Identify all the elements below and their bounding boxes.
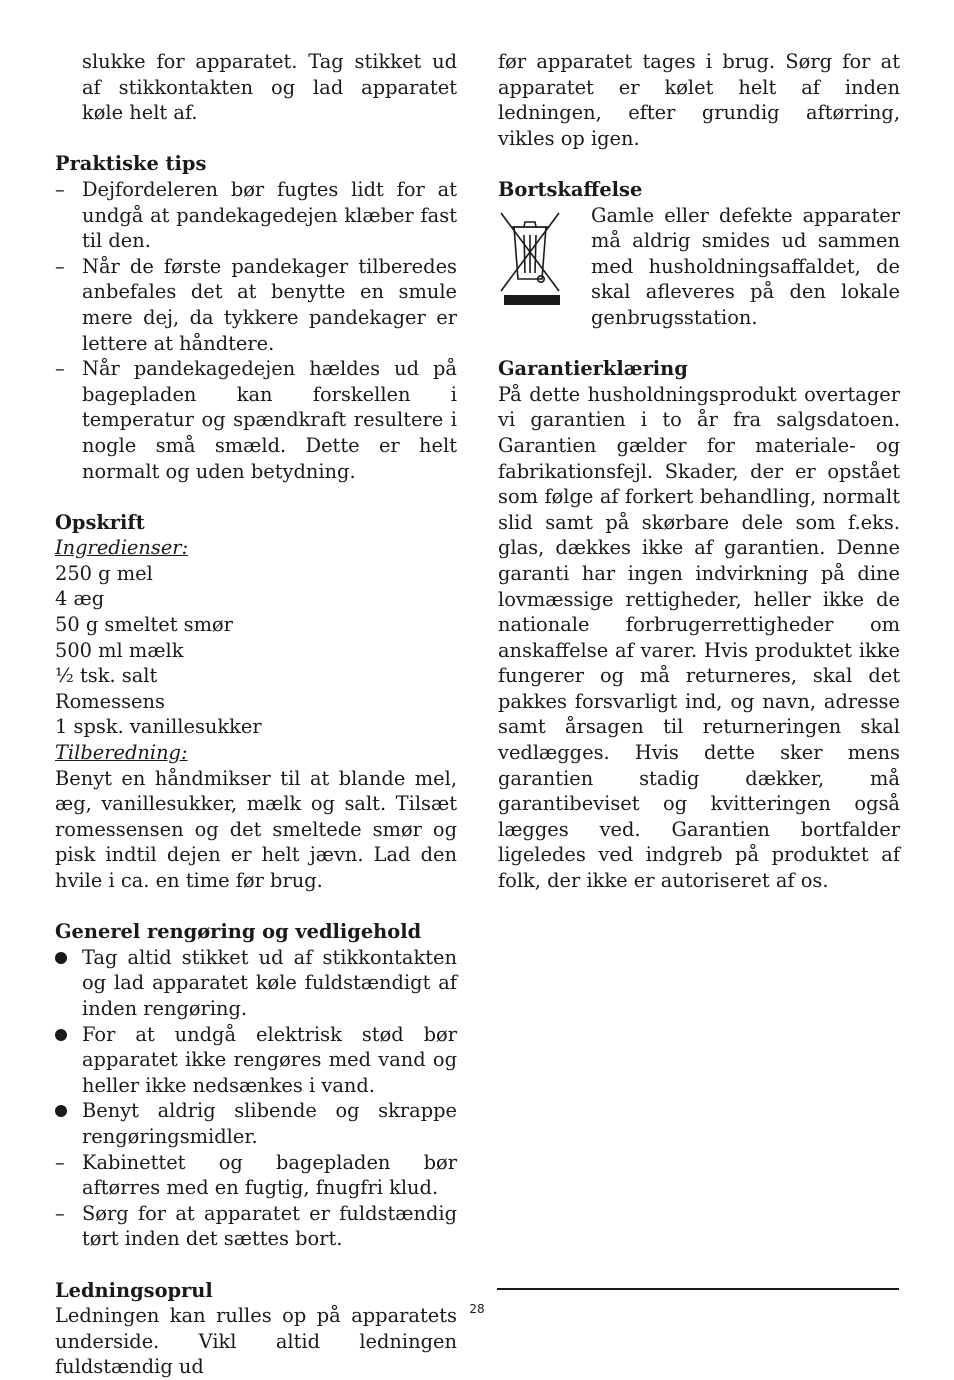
footer-rule <box>497 1288 899 1290</box>
ingredient-item: Romessens <box>55 689 165 713</box>
tip-text: Når de første pandekager tilberedes anbefales det at benytte en smule mere dej, da tykkere pandekager er lettere at håndtere. <box>82 254 457 355</box>
cleaning-text: Sørg for at apparatet er fuldstændig tørt inden det sættes bort. <box>82 1201 457 1251</box>
ingredient-item: 50 g smeltet smør <box>55 613 233 637</box>
ingredient-item: 250 g mel <box>55 561 153 585</box>
cleaning-heading: Generel rengøring og vedligehold <box>55 920 422 944</box>
cleaning-bullet <box>55 945 457 1022</box>
disposal-heading: Bortskaffelse <box>498 177 643 201</box>
ingredient-item: ½ tsk. salt <box>55 664 158 688</box>
cord-continuation: før apparatet tages i brug. Sørg for at apparatet er kølet helt af inden ledningen, efter grundig aftørring, vikles op igen. <box>498 50 900 150</box>
ingredient-item: 500 ml mælk <box>55 638 184 662</box>
tip-item <box>55 177 457 254</box>
bullet-icon <box>55 952 67 964</box>
method-text: Benyt en håndmikser til at blande mel, æg, vanillesukker, mælk og salt. Tilsæt romessensen og det smeltede smør og pisk indtil dejen er helt jævn. Lad den hvile i ca. en time før brug. <box>55 766 457 892</box>
dash-marker: – <box>55 1150 65 1174</box>
cleaning-dash-item <box>55 1201 457 1252</box>
left-column <box>55 49 457 1380</box>
right-column <box>498 49 900 894</box>
tip-text: Dejfordeleren bør fugtes lidt for at undgå at pandekagedejen klæber fast til den. <box>82 177 457 253</box>
method-label: Tilberedning: <box>55 741 188 765</box>
bullet-icon <box>55 1105 67 1117</box>
cleaning-bullet <box>55 1022 457 1099</box>
warranty-text: På dette husholdningsprodukt overtager vi garantien i to år fra salgsdatoen. Garantien gælder for materiale- og fabrikationsfejl. Skader, der er opstået som følge af forkert behandling, normalt slid samt på skørbare dele som f.eks. glas, dækkes ikke af garantien. Denne garanti har ingen indvirkning på dine lovmæssige rettigheder, heller ikke de nationale forbrugerrettigheder om anskaffelse af varer. Hvis produktet ikke fungerer og må returneres, skal det pakkes forsvarligt ind, og navn, adresse samt årsagen til returneringen skal vedlægges. Hvis dette sker mens garantien stadig dækker, må garantibeviset og kvitteringen også lægges ved. Garantien bortfalder ligeledes ved indgreb på produktet af folk, der ikke er autoriseret af os. <box>498 382 900 893</box>
dash-marker: – <box>55 177 65 201</box>
cleaning-text: Kabinettet og bagepladen bør aftørres med en fugtig, fnugfri klud. <box>82 1150 457 1200</box>
dash-marker: – <box>55 357 65 381</box>
tip-item <box>55 356 457 484</box>
page-number: 28 <box>469 1302 485 1316</box>
cord-text: Ledningen kan rulles op på apparatets underside. Vikl altid ledningen fuldstændig ud <box>55 1304 457 1379</box>
ingredient-item: 1 spsk. vanillesukker <box>55 715 262 739</box>
cleaning-dash-item <box>55 1150 457 1201</box>
weee-crossed-bin-icon <box>498 205 562 305</box>
warranty-heading: Garantierklæring <box>498 357 688 381</box>
cord-heading: Ledningsoprul <box>55 1278 213 1302</box>
cleaning-bullet <box>55 1098 457 1149</box>
tip-text: Når pandekagedejen hældes ud på bagepladen kan forskellen i temperatur og spændkraft resultere i nogle små smæld. Dette er helt normalt og uden betydning. <box>82 357 457 483</box>
bullet-icon <box>55 1029 67 1041</box>
cleaning-text: Benyt aldrig slibende og skrappe rengøringsmidler. <box>82 1099 457 1148</box>
ingredient-item: 4 æg <box>55 587 105 611</box>
cleaning-text: For at undgå elektrisk stød bør apparatet ikke rengøres med vand og heller ikke nedsænkes i vand. <box>82 1022 457 1097</box>
dash-marker: – <box>55 254 65 278</box>
cleaning-text: Tag altid stikket ud af stikkontakten og lad apparatet køle fuldstændigt af inden rengøring. <box>82 945 457 1020</box>
ingredients-label: Ingredienser: <box>55 536 189 560</box>
intro-continuation: slukke for apparatet. Tag stikket ud af stikkontakten og lad apparatet køle helt af. <box>82 50 457 125</box>
tip-item <box>55 254 457 356</box>
recipe-heading: Opskrift <box>55 510 145 534</box>
dash-marker: – <box>55 1201 65 1225</box>
disposal-block <box>498 203 900 331</box>
tips-heading: Praktiske tips <box>55 152 207 176</box>
disposal-text: Gamle eller defekte apparater må aldrig smides ud sammen med husholdningsaffaldet, de skal afleveres på den lokale genbrugsstation. <box>591 203 900 329</box>
